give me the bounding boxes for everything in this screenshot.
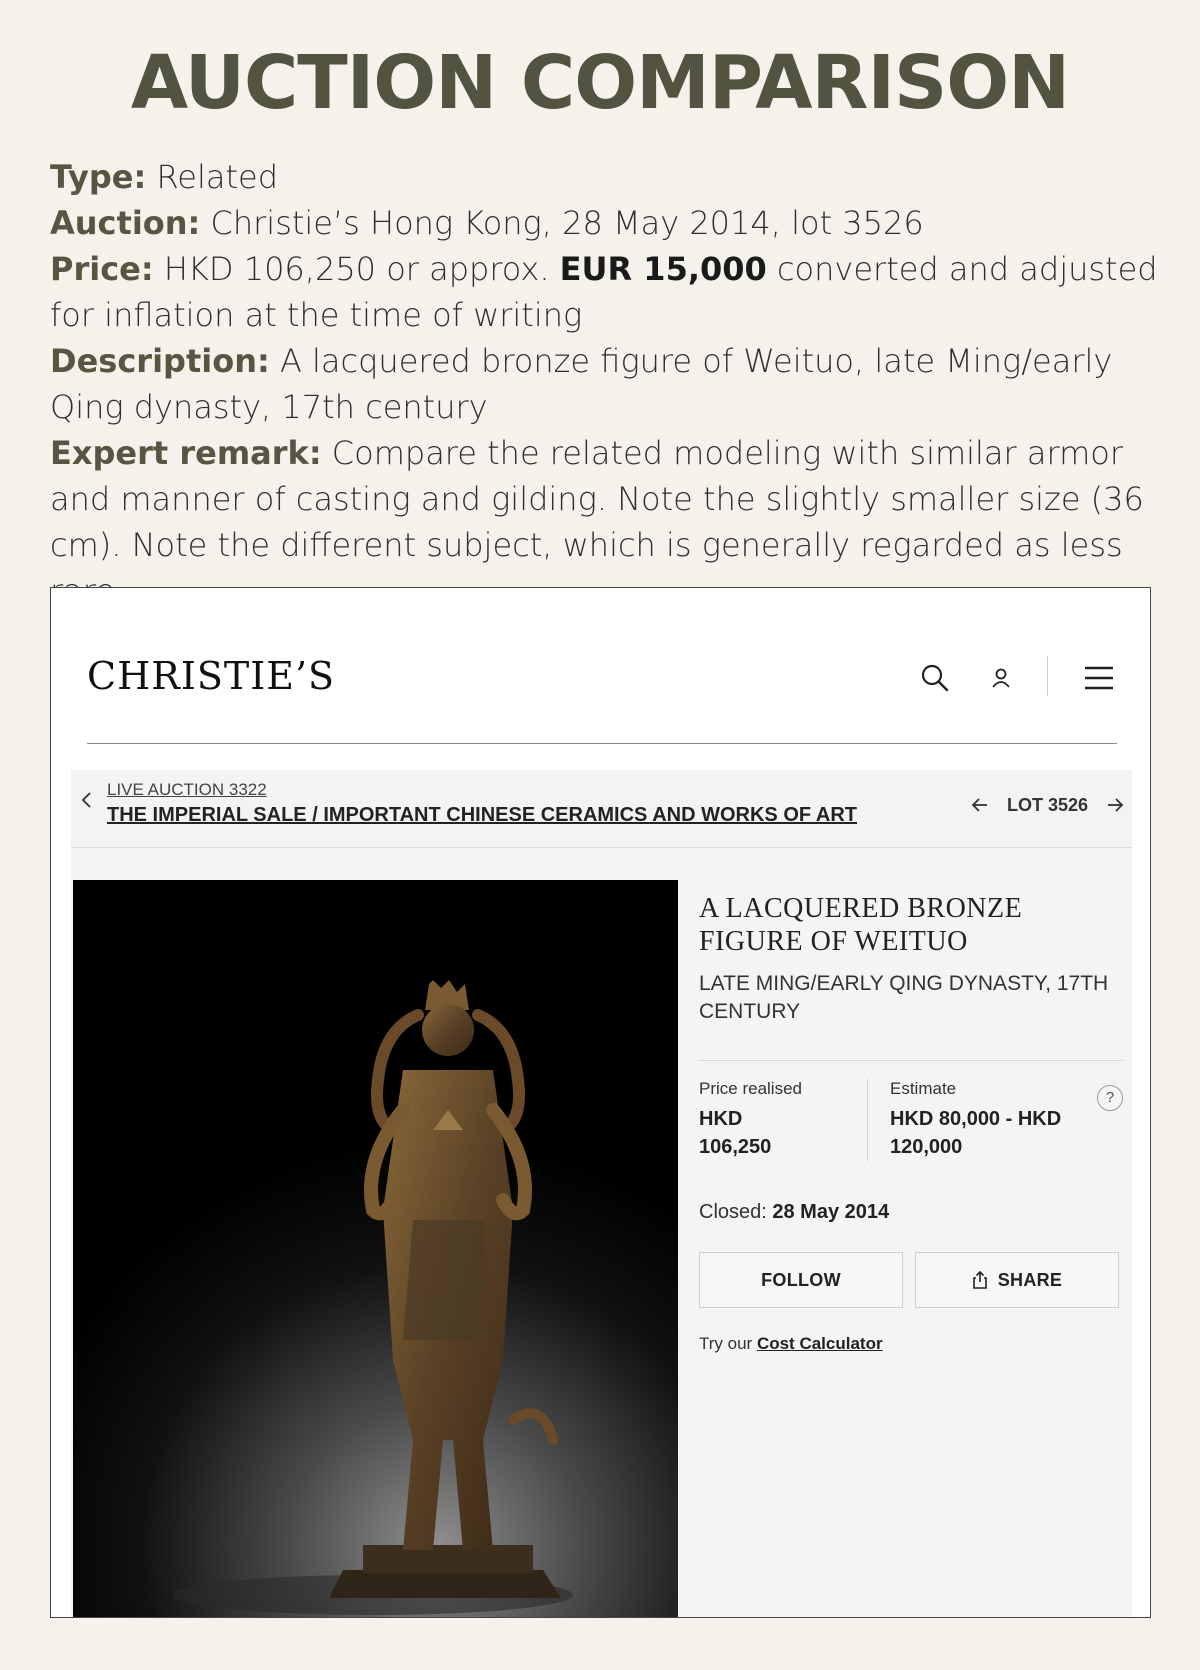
description-label: Description: — [50, 342, 270, 380]
share-label: SHARE — [997, 1269, 1063, 1290]
calc-prefix: Try our — [699, 1334, 757, 1353]
share-icon — [972, 1271, 988, 1289]
auction-value: Christie’s Hong Kong, 28 May 2014, lot 3526 — [200, 204, 924, 242]
price-realised-amount: 106,250 — [699, 1136, 772, 1158]
details-divider — [699, 1060, 1123, 1061]
menu-icon[interactable] — [1079, 658, 1119, 698]
price-eur: EUR 15,000 — [559, 250, 767, 288]
header-rule — [87, 743, 1117, 744]
type-row — [50, 154, 1160, 200]
auction-info — [50, 154, 1160, 614]
estimate-value — [890, 1105, 1087, 1161]
closed-date — [699, 1201, 1119, 1224]
page-title: AUCTION COMPARISON — [130, 40, 1070, 126]
arrow-left-icon[interactable] — [969, 794, 991, 816]
lot-content — [71, 848, 1132, 1618]
estimate — [867, 1079, 1087, 1161]
chevron-left-icon[interactable] — [75, 788, 99, 812]
price-realised-label: Price realised — [699, 1079, 802, 1098]
remark-value: Compare the related modeling with similar armor and manner of casting and gilding. Note the slightly smaller size (36 cm). Note the different subject, which is generally regarded as less — [50, 434, 1144, 564]
estimate-range-end: 120,000 — [890, 1136, 963, 1158]
price-realised-currency: HKD — [699, 1108, 743, 1130]
type-value: Related — [146, 158, 278, 196]
price-row — [50, 246, 1160, 338]
price-block — [699, 1079, 1119, 1175]
follow-button[interactable] — [699, 1252, 903, 1308]
account-icon[interactable] — [981, 658, 1021, 698]
lot-details — [699, 892, 1119, 1354]
share-button[interactable] — [915, 1252, 1119, 1308]
weituo-figure-image — [73, 880, 678, 1618]
lot-navigation — [969, 790, 1126, 820]
auction-row — [50, 200, 1160, 246]
estimate-label: Estimate — [890, 1079, 957, 1098]
action-buttons — [699, 1252, 1119, 1308]
cost-calculator-link[interactable]: Cost Calculator — [756, 1334, 883, 1353]
christies-logo[interactable]: CHRISTIE’S — [87, 654, 336, 698]
lot-title: A LACQUERED BRONZE FIGURE OF WEITUO — [699, 893, 1023, 957]
price-realised — [699, 1079, 839, 1161]
follow-label: FOLLOW — [761, 1269, 841, 1290]
header-divider — [1047, 656, 1048, 696]
lot-number: LOT 3526 — [1006, 794, 1088, 815]
breadcrumb — [71, 770, 1132, 848]
price-realised-value — [699, 1105, 839, 1161]
closed-value: 28 May 2014 — [772, 1201, 890, 1223]
closed-label: Closed: — [699, 1201, 773, 1223]
breadcrumb-sale-link[interactable]: THE IMPERIAL SALE / IMPORTANT CHINESE CERAMICS AND WORKS OF ART — [107, 804, 858, 826]
site-header — [51, 588, 1150, 748]
price-note: converted and adjusted for inflation at the time of writing — [50, 250, 1158, 334]
help-icon[interactable]: ? — [1097, 1085, 1123, 1111]
auction-label: Auction: — [50, 204, 201, 242]
price-value: HKD 106,250 or approx. — [153, 250, 560, 288]
lot-subtitle: LATE MING/EARLY QING DYNASTY, 17TH CENTURY — [699, 972, 1109, 1023]
description-value: A lacquered bronze figure of Weituo, late Ming/early Qing dynasty, 17th century — [50, 342, 1113, 426]
cost-calculator — [699, 1334, 1119, 1354]
estimate-range-start: HKD 80,000 - HKD — [890, 1108, 1062, 1130]
screenshot-frame — [50, 587, 1151, 1618]
type-label: Type: — [50, 158, 147, 196]
search-icon[interactable] — [915, 658, 955, 698]
price-label: Price: — [50, 250, 154, 288]
description-row — [50, 338, 1160, 430]
breadcrumb-auction-link[interactable]: LIVE AUCTION 3322 — [107, 780, 267, 799]
lot-image[interactable] — [73, 880, 678, 1618]
arrow-right-icon[interactable] — [1104, 794, 1126, 816]
remark-label: Expert remark: — [50, 434, 322, 472]
